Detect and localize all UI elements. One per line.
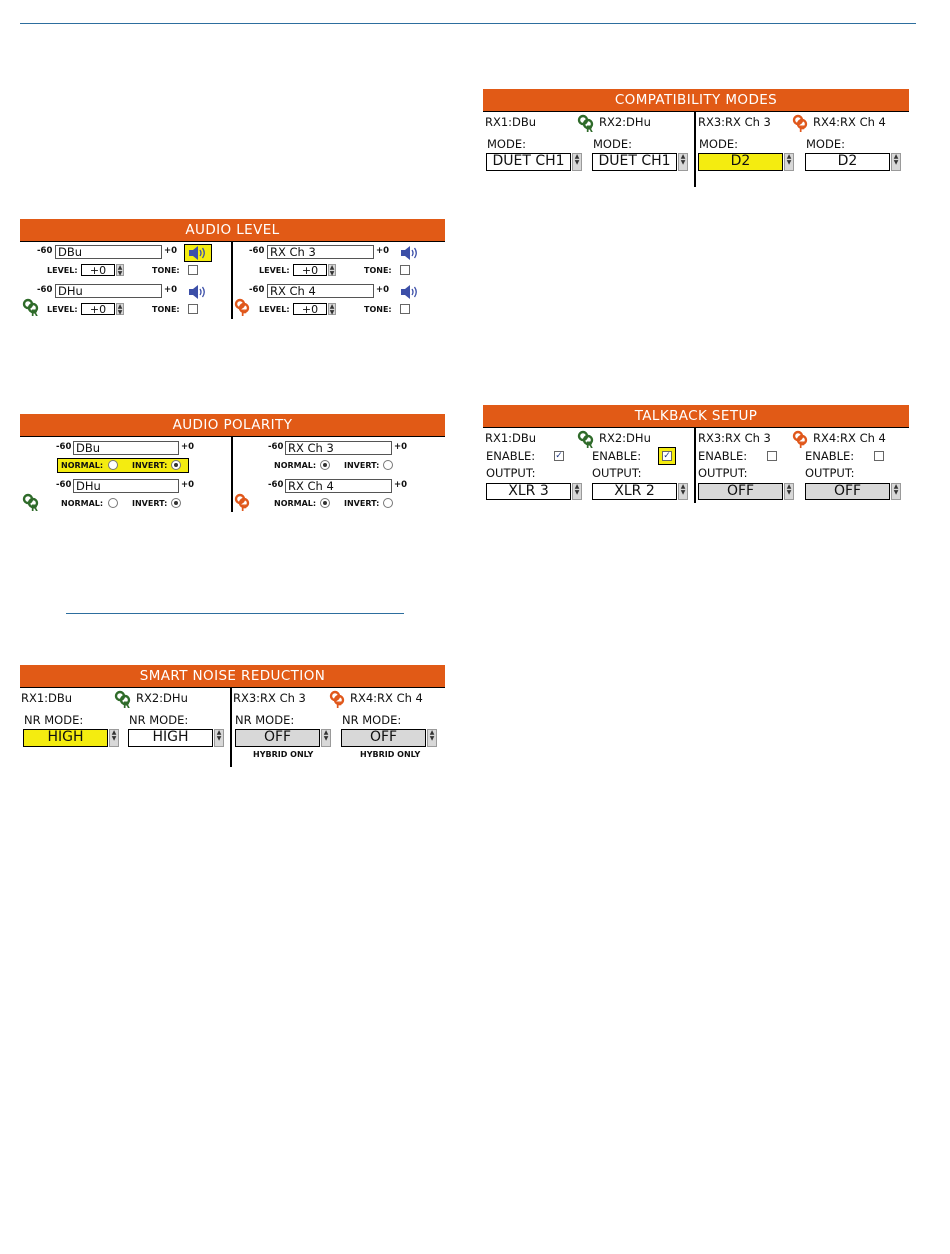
compat-mode-select-1[interactable]: DUET CH1 — [486, 153, 571, 171]
compat-header: COMPATIBILITY MODES — [483, 89, 909, 111]
svg-text:R: R — [123, 701, 130, 709]
compat-channel-3: RX3:RX Ch 3 — [698, 115, 771, 129]
pol-min-3: -60 — [268, 442, 284, 452]
level-spinner-4[interactable]: ▲ ▼ — [329, 303, 335, 316]
output-spinner-3[interactable]: ▲ ▼ — [784, 483, 794, 500]
pol-max-1: +0 — [181, 442, 195, 452]
compat-channel-1: RX1:DBu — [485, 115, 537, 129]
link-f-icon — [791, 113, 809, 133]
hybrid-only-note-3: HYBRID ONLY — [253, 750, 314, 759]
nr-mode-select-2[interactable]: HIGH — [128, 729, 213, 747]
talkback-header: TALKBACK SETUP — [483, 405, 909, 427]
enable-checkbox-3[interactable] — [767, 451, 777, 461]
nr-mode-select-1[interactable]: HIGH — [23, 729, 108, 747]
level-min-3: -60 — [249, 246, 265, 256]
tone-label-3: TONE: — [364, 266, 392, 275]
pol-normal-label-4: NORMAL: — [274, 499, 317, 508]
compat-mode-label-1: MODE: — [487, 137, 526, 151]
snr-header-rule — [20, 687, 445, 688]
talkback-channel-1: RX1:DBu — [485, 431, 537, 445]
nr-mode-spinner-2[interactable]: ▲ ▼ — [214, 729, 224, 747]
pol-invert-radio-1[interactable] — [171, 460, 181, 470]
compat-mode-spinner-3[interactable]: ▲ ▼ — [784, 153, 794, 171]
pol-invert-label-1: INVERT: — [132, 461, 168, 470]
compat-divider — [694, 111, 696, 187]
output-spinner-4[interactable]: ▲ ▼ — [891, 483, 901, 500]
link-r-icon — [577, 113, 595, 133]
pol-invert-label-4: INVERT: — [344, 499, 380, 508]
nr-mode-select-3[interactable]: OFF — [235, 729, 320, 747]
svg-text:F: F — [241, 504, 248, 512]
separator-link-rule — [66, 613, 404, 614]
pol-normal-label-3: NORMAL: — [274, 461, 317, 470]
output-select-1[interactable]: XLR 3 — [486, 483, 571, 500]
level-value-4[interactable]: +0 — [293, 303, 327, 315]
nr-mode-label-4: NR MODE: — [342, 713, 402, 727]
level-spinner-1[interactable]: ▲ ▼ — [117, 264, 123, 277]
output-label-2: OUTPUT: — [592, 466, 642, 480]
output-label-4: OUTPUT: — [805, 466, 855, 480]
tone-checkbox-4[interactable] — [400, 304, 410, 314]
nr-mode-spinner-1[interactable]: ▲ ▼ — [109, 729, 119, 747]
pol-max-2: +0 — [181, 480, 195, 490]
pol-min-1: -60 — [56, 442, 72, 452]
level-meter-3: RX Ch 3 — [267, 245, 374, 259]
snr-channel-1: RX1:DBu — [21, 691, 73, 705]
pol-normal-radio-4[interactable] — [320, 498, 330, 508]
svg-text:F: F — [336, 701, 343, 709]
svg-text:R: R — [586, 441, 593, 449]
talkback-channel-2: RX2:DHu — [599, 431, 651, 445]
compat-mode-select-4[interactable]: D2 — [805, 153, 890, 171]
compat-mode-select-3[interactable]: D2 — [698, 153, 783, 171]
level-meter-1: DBu — [55, 245, 162, 259]
tone-checkbox-2[interactable] — [188, 304, 198, 314]
nr-mode-label-1: NR MODE: — [24, 713, 84, 727]
output-select-4[interactable]: OFF — [805, 483, 890, 500]
level-spinner-2[interactable]: ▲ ▼ — [117, 303, 123, 316]
enable-label-4: ENABLE: — [805, 449, 855, 463]
tone-label-1: TONE: — [152, 266, 180, 275]
speaker-icon[interactable] — [187, 284, 209, 300]
level-min-1: -60 — [37, 246, 53, 256]
audio-polarity-header: AUDIO POLARITY — [20, 414, 445, 436]
tone-checkbox-1[interactable] — [188, 265, 198, 275]
link-r-icon — [114, 689, 132, 709]
compat-mode-select-2[interactable]: DUET CH1 — [592, 153, 677, 171]
audio-polarity-panel — [20, 414, 445, 512]
pol-normal-radio-2[interactable] — [108, 498, 118, 508]
nr-mode-spinner-3[interactable]: ▲ ▼ — [321, 729, 331, 747]
hybrid-only-note-4: HYBRID ONLY — [360, 750, 421, 759]
output-select-2[interactable]: XLR 2 — [592, 483, 677, 500]
tone-checkbox-3[interactable] — [400, 265, 410, 275]
link-f-icon — [328, 689, 346, 709]
speaker-icon[interactable] — [399, 245, 421, 261]
pol-min-4: -60 — [268, 480, 284, 490]
enable-label-3: ENABLE: — [698, 449, 748, 463]
enable-label-2: ENABLE: — [592, 449, 642, 463]
output-label-1: OUTPUT: — [486, 466, 536, 480]
nr-mode-label-2: NR MODE: — [129, 713, 189, 727]
compat-channel-4: RX4:RX Ch 4 — [813, 115, 886, 129]
pol-normal-radio-3[interactable] — [320, 460, 330, 470]
svg-text:R: R — [586, 125, 593, 133]
pol-invert-radio-2[interactable] — [171, 498, 181, 508]
output-select-3[interactable]: OFF — [698, 483, 783, 500]
pol-normal-label-1: NORMAL: — [61, 461, 104, 470]
level-label-4: LEVEL: — [259, 305, 290, 314]
pol-max-3: +0 — [394, 442, 408, 452]
nr-mode-spinner-4[interactable]: ▲ ▼ — [427, 729, 437, 747]
svg-text:F: F — [799, 125, 806, 133]
enable-label-1: ENABLE: — [486, 449, 536, 463]
audio-level-panel — [20, 219, 445, 319]
compatibility-modes-panel — [483, 89, 909, 189]
snr-header: SMART NOISE REDUCTION — [20, 665, 445, 687]
pol-meter-2: DHu — [73, 479, 179, 493]
level-min-4: -60 — [249, 285, 265, 295]
nr-mode-select-4[interactable]: OFF — [341, 729, 426, 747]
level-min-2: -60 — [37, 285, 53, 295]
output-label-3: OUTPUT: — [698, 466, 748, 480]
pol-normal-radio-1[interactable] — [108, 460, 118, 470]
level-label-3: LEVEL: — [259, 266, 290, 275]
level-label-2: LEVEL: — [47, 305, 78, 314]
audio-level-header: AUDIO LEVEL — [20, 219, 445, 241]
pol-max-4: +0 — [394, 480, 408, 490]
tone-label-4: TONE: — [364, 305, 392, 314]
compat-mode-spinner-1[interactable]: ▲ ▼ — [572, 153, 582, 171]
pol-invert-radio-4[interactable] — [383, 498, 393, 508]
pol-meter-4: RX Ch 4 — [285, 479, 392, 493]
level-max-1: +0 — [164, 246, 178, 256]
page-top-rule — [20, 23, 916, 24]
talkback-channel-4: RX4:RX Ch 4 — [813, 431, 886, 445]
link-r-icon — [22, 297, 40, 317]
level-max-2: +0 — [164, 285, 178, 295]
output-spinner-2[interactable]: ▲ ▼ — [678, 483, 688, 500]
snr-channel-2: RX2:DHu — [136, 691, 188, 705]
talkback-channel-3: RX3:RX Ch 3 — [698, 431, 771, 445]
tone-label-2: TONE: — [152, 305, 180, 314]
pol-invert-label-2: INVERT: — [132, 499, 168, 508]
talkback-header-rule — [483, 427, 909, 428]
speaker-icon[interactable] — [399, 284, 421, 300]
enable-checkbox-4[interactable] — [874, 451, 884, 461]
smart-noise-reduction-panel — [20, 665, 445, 767]
svg-text:R: R — [31, 309, 38, 317]
pol-invert-radio-3[interactable] — [383, 460, 393, 470]
compat-mode-label-4: MODE: — [806, 137, 845, 151]
svg-text:F: F — [799, 441, 806, 449]
level-meter-2: DHu — [55, 284, 162, 298]
enable-checkbox-1[interactable]: ✓ — [555, 451, 563, 461]
level-max-3: +0 — [376, 246, 390, 256]
nr-mode-label-3: NR MODE: — [235, 713, 295, 727]
snr-divider — [230, 687, 232, 767]
compat-mode-label-2: MODE: — [593, 137, 632, 151]
pol-meter-1: DBu — [73, 441, 179, 455]
pol-normal-label-2: NORMAL: — [61, 499, 104, 508]
level-value-3[interactable]: +0 — [293, 264, 327, 276]
compat-channel-2: RX2:DHu — [599, 115, 651, 129]
talkback-divider — [694, 427, 696, 503]
compat-mode-spinner-4[interactable]: ▲ ▼ — [891, 153, 901, 171]
snr-channel-3: RX3:RX Ch 3 — [233, 691, 306, 705]
level-value-2[interactable]: +0 — [81, 303, 115, 315]
level-max-4: +0 — [376, 285, 390, 295]
link-r-icon — [577, 429, 595, 449]
pol-meter-3: RX Ch 3 — [285, 441, 392, 455]
compat-mode-label-3: MODE: — [699, 137, 738, 151]
svg-text:R: R — [31, 504, 38, 512]
pol-invert-label-3: INVERT: — [344, 461, 380, 470]
enable-checkbox-2[interactable]: ✓ — [663, 451, 671, 461]
svg-text:F: F — [241, 309, 248, 317]
link-r-icon — [22, 492, 40, 512]
compat-header-rule — [483, 111, 909, 112]
snr-channel-4: RX4:RX Ch 4 — [350, 691, 423, 705]
level-meter-4: RX Ch 4 — [267, 284, 374, 298]
link-f-icon — [791, 429, 809, 449]
level-value-1[interactable]: +0 — [81, 264, 115, 276]
level-label-1: LEVEL: — [47, 266, 78, 275]
level-spinner-3[interactable]: ▲ ▼ — [329, 264, 335, 277]
pol-min-2: -60 — [56, 480, 72, 490]
speaker-icon[interactable] — [187, 245, 209, 261]
talkback-setup-panel — [483, 405, 909, 503]
output-spinner-1[interactable]: ▲ ▼ — [572, 483, 582, 500]
link-f-icon — [233, 297, 251, 317]
link-f-icon — [233, 492, 251, 512]
compat-mode-spinner-2[interactable]: ▲ ▼ — [678, 153, 688, 171]
